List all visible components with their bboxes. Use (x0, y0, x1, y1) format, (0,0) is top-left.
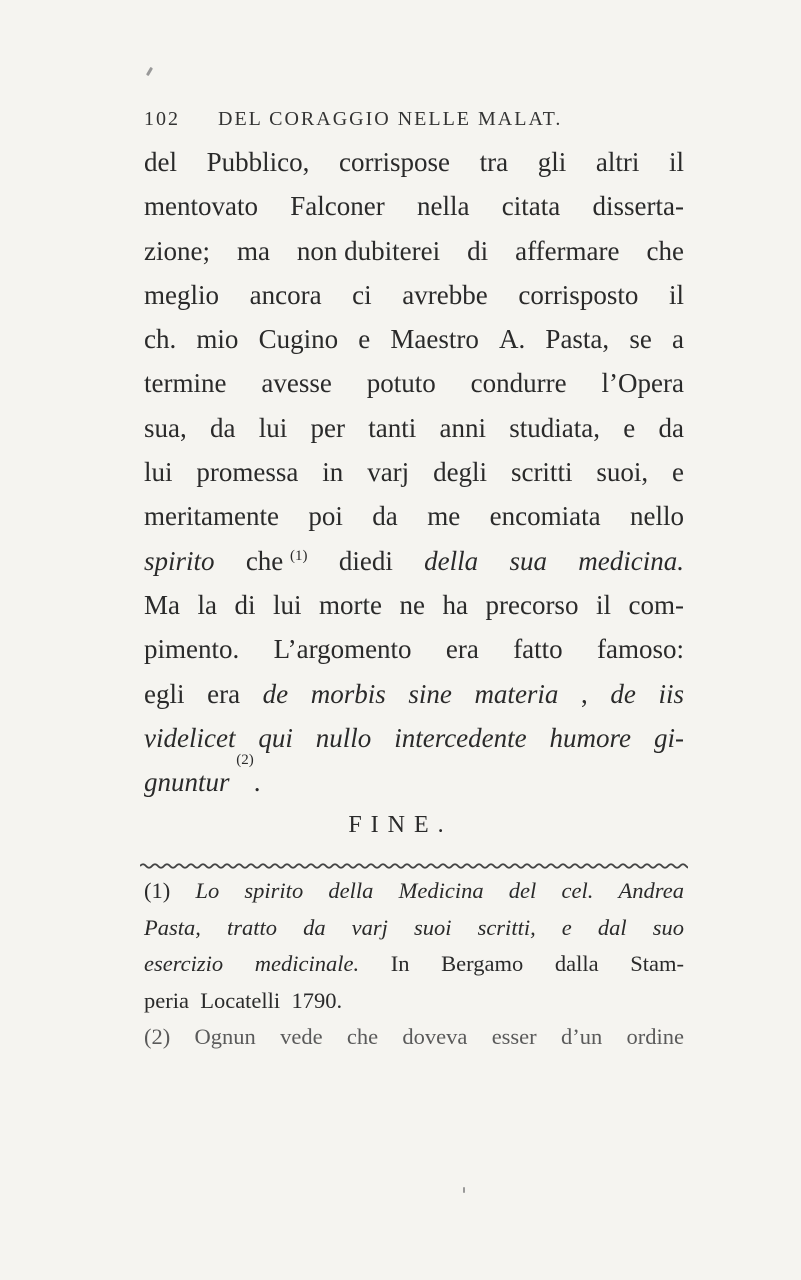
footnote-line: peria Locatelli 1790. (144, 987, 343, 1013)
text-line: Ma la di lui morte ne ha precorso il com- (144, 589, 684, 620)
footnote-line: (2) Ognun vede che doveva esser d’un ordine (144, 1024, 684, 1049)
text-line: meglio ancora ci avrebbe corrisposto il (144, 279, 684, 310)
text-line: del Pubblico, corrispose tra gli altri il (144, 147, 684, 177)
page-number: 102 (144, 108, 180, 130)
text-line: zione; ma non dubiterei di affermare che (144, 235, 684, 266)
footnote-ref-1: (1) (290, 547, 308, 564)
running-head (144, 108, 684, 131)
text-line: mentovato Falconer nella citata disserta- (144, 191, 684, 222)
footnote-line: (1) Lo spirito della Medicina del cel. Andrea (144, 878, 684, 903)
footnote-line: esercizio medicinale. In Bergamo dalla Stam- (144, 951, 684, 976)
end-marker: FINE. (348, 812, 453, 838)
text-line: sua, da lui per tanti anni studiata, e da (144, 412, 684, 443)
text-line: spirito che $^{(1)}$ diedi della sua medicina. (144, 545, 684, 576)
body-text (144, 140, 684, 804)
text-line: gnuntur (2) . (144, 760, 684, 804)
text-line: pimento. L’argomento era fatto famoso: (144, 634, 684, 665)
paper-mark (463, 1187, 465, 1193)
text-line: ch. mio Cugino e Maestro A. Pasta, se a (144, 324, 684, 355)
footnote-line: Pasta, tratto da varj suoi scritti, e dal suo (144, 914, 684, 940)
text-line: egli era de morbis sine materia , de iis (144, 678, 684, 709)
text-line: lui promessa in varj degli scritti suoi, e (144, 457, 684, 488)
ornamental-rule (140, 860, 688, 872)
footnote-ref-2: (2) (236, 752, 254, 769)
footnotes (144, 873, 684, 1056)
text-line: termine avesse potuto condurre l’Opera (144, 368, 684, 399)
running-head-title: DEL CORAGGIO NELLE MALAT. (218, 108, 563, 130)
text-line: videlicet qui nullo intercedente humore gi- (144, 722, 684, 753)
text-line: meritamente poi da me encomiata nello (144, 501, 684, 532)
paper-mark (146, 67, 153, 76)
